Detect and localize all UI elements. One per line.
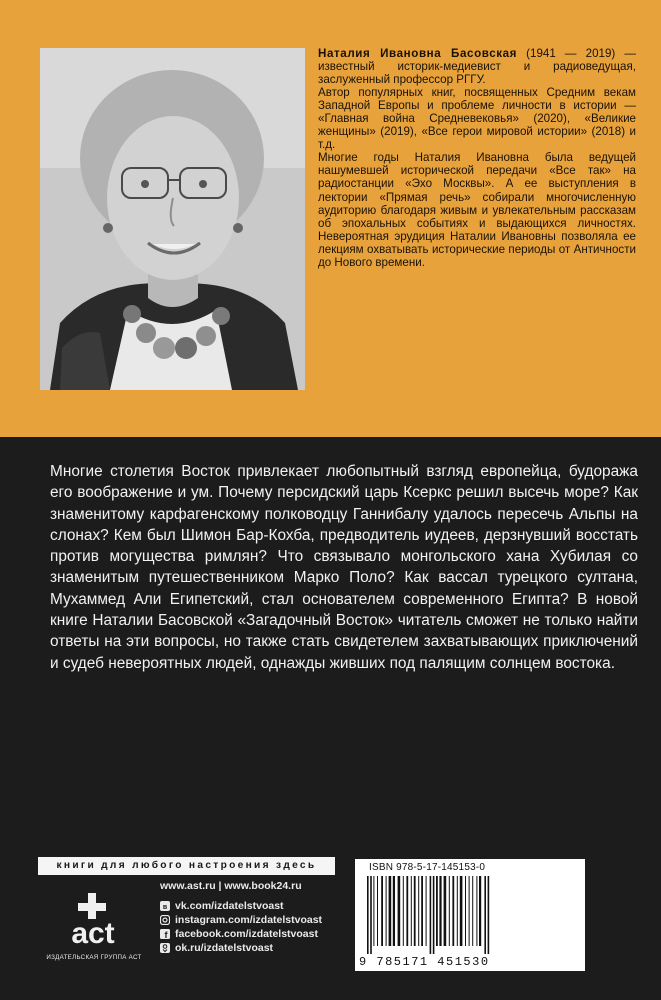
barcode-bar — [373, 876, 374, 946]
barcode-bar — [393, 876, 395, 946]
barcode-digits: 9 785171 451530 — [359, 955, 490, 969]
slogan-banner: книги для любого настроения здесь — [38, 857, 335, 875]
barcode-bar — [433, 876, 435, 954]
author-name: Наталия Ивановна Басовская — [318, 47, 518, 60]
social-link-text: vk.com/izdatelstvoast — [175, 900, 284, 912]
barcode-bar — [377, 876, 378, 946]
barcode-bar — [488, 876, 490, 954]
barcode-bar — [406, 876, 408, 946]
social-link-text: facebook.com/izdatelstvoast — [175, 928, 318, 940]
publisher-footer — [38, 857, 628, 975]
ast-logo-icon — [58, 885, 128, 949]
barcode-bar — [484, 876, 486, 954]
barcode-bar — [457, 876, 458, 946]
barcode-bar — [398, 876, 401, 946]
facebook-icon — [160, 929, 170, 939]
barcode-bar — [367, 876, 369, 954]
barcode-bar — [465, 876, 466, 946]
svg-text:f: f — [164, 930, 168, 939]
barcode-bar — [421, 876, 423, 946]
barcode-bar — [436, 876, 438, 946]
bio-paragraph-intro — [318, 47, 636, 86]
ast-logo-text: act — [71, 917, 115, 949]
vk-icon — [160, 901, 170, 911]
author-photo — [40, 48, 305, 390]
barcode-bar — [411, 876, 412, 946]
barcode-bar — [479, 876, 481, 946]
barcode-bar — [444, 876, 447, 946]
barcode-bar — [472, 876, 473, 946]
barcode-bar — [476, 876, 477, 946]
social-link-text: instagram.com/izdatelstvoast — [175, 914, 323, 926]
barcode-bar — [389, 876, 392, 946]
isbn-number: ISBN 978-5-17-145153-0 — [369, 862, 486, 873]
barcode-bar — [418, 876, 419, 946]
svg-text:в: в — [162, 904, 168, 911]
barcode-bar — [449, 876, 450, 946]
barcode-bar — [439, 876, 441, 946]
barcode-bar — [430, 876, 432, 954]
instagram-icon — [160, 915, 170, 925]
barcode-bar — [452, 876, 454, 946]
author-bio — [318, 47, 636, 269]
bio-paragraph-career: Многие годы Наталия Ивановна была ведущей нашумевшей исторической передачи «Все так» на радиостанции «Эхо Москвы». А ее выступления в лектории «Прямая речь» собирали многочисленную аудиторию благодаря живым и увлекательным рассказам об эпохальных событиях и выдающихся личностях. Невероятная эрудиция Наталии Ивановны позволяла ее лекциям охватывать исторические периоды от Античности до Нового времени. — [318, 151, 636, 269]
barcode-bar — [370, 876, 372, 954]
bio-paragraph-books: Автор популярных книг, посвященных Средним векам Западной Европы и проблеме личности в истории — «Главная война Средневековья» (2020), «Великие женщины» (2019), «Все герои мировой истории» (2018) и т.д. — [318, 86, 636, 152]
book-annotation: Многие столетия Восток привлекает любопытный взгляд европейца, будоража его воображение и ум. Почему персидский царь Ксеркс решил высечь море? Как знаменитому карфагенскому полководцу Ганнибалу удалось пересечь Альпы на слонах? Кем был Шимон Бар-Кохба, предводитель иудеев, дерзнувший восстать против могущества римлян? Что связывало монгольского хана Хубилая со знаменитым путешественником Марко Поло? Как вассал турецкого султана, Мухаммед Али Египетский, стал основателем современного Египта? В новой книге Наталии Басовской «Загадочный Восток» читатель сможет не только найти ответы на эти вопросы, но также стать свидетелем захватывающих приключений и судеб невероятных людей, однажды живших под палящим солнцем востока. — [50, 463, 638, 672]
websites-link[interactable]: www.ast.ru | www.book24.ru — [160, 880, 302, 892]
barcode-bar — [381, 876, 383, 946]
social-link-facebook[interactable] — [160, 927, 340, 941]
author-portrait-image — [40, 48, 305, 390]
odnoklassniki-icon — [160, 943, 170, 953]
publisher-links — [160, 879, 340, 955]
barcode-bar — [403, 876, 404, 946]
publisher-name: ИЗДАТЕЛЬСКАЯ ГРУППА АСТ — [46, 954, 142, 961]
social-link-ok[interactable] — [160, 941, 340, 955]
social-link-vk[interactable] — [160, 899, 340, 913]
barcode-bar — [426, 876, 427, 946]
barcode-bar — [460, 876, 463, 946]
social-link-text: ok.ru/izdatelstvoast — [175, 942, 274, 954]
ast-logo — [58, 885, 128, 949]
isbn-barcode-block — [355, 859, 585, 971]
bio-line: (1941 — 2019) — известный историк-медиевист и радиоведущая, заслуженный профессор РГГУ. — [318, 47, 636, 87]
barcode-bar — [469, 876, 470, 946]
barcode-bar — [414, 876, 416, 946]
barcode-bar — [386, 876, 387, 946]
social-link-instagram[interactable] — [160, 913, 340, 927]
barcode — [363, 876, 577, 954]
